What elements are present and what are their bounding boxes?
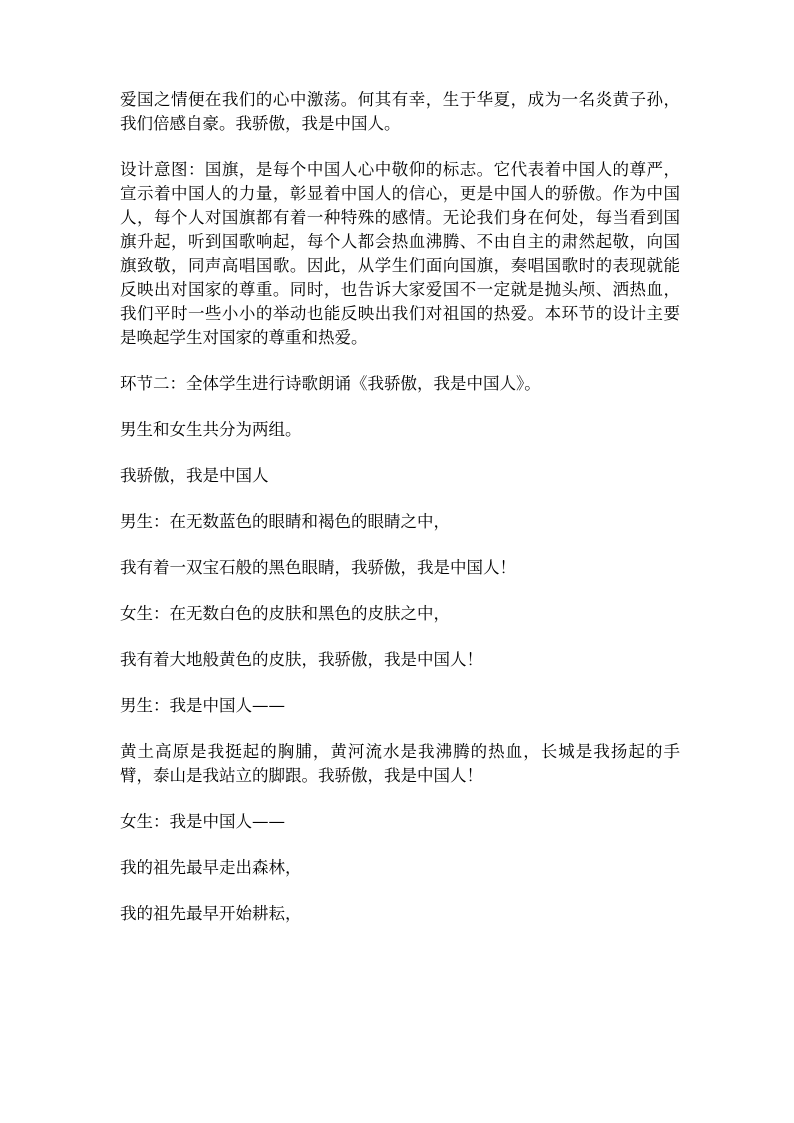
poem-line: 我有着一双宝石般的黑色眼睛，我骄傲，我是中国人！: [120, 558, 516, 577]
poem-title: 我骄傲，我是中国人: [120, 466, 269, 485]
poem-line: 女生：在无数白色的皮肤和黑色的皮肤之中，: [120, 604, 450, 623]
poem-line: 男生：我是中国人——: [120, 696, 285, 715]
paragraph-groups: 男生和女生共分为两组。: [120, 420, 302, 439]
paragraph-section-two: 环节二：全体学生进行诗歌朗诵《我骄傲，我是中国人》。: [120, 374, 541, 393]
document-body: [120, 88, 680, 948]
poem-line: 女生：我是中国人——: [120, 812, 285, 831]
paragraph-intro: 爱国之情便在我们的心中激荡。何其有幸，生于华夏，成为一名炎黄子孙，我们倍感自豪。我骄傲，我是中国人。: [120, 90, 680, 133]
poem-line: 黄土高原是我挺起的胸脯，黄河流水是我沸腾的热血，长城是我扬起的手臂，泰山是我站立的脚跟。我骄傲，我是中国人！: [120, 742, 680, 785]
poem-line: 男生：在无数蓝色的眼睛和褐色的眼睛之中，: [120, 512, 450, 531]
paragraph-design-intent: 设计意图：国旗，是每个中国人心中敬仰的标志。它代表着中国人的尊严，宣示着中国人的力量，彰显着中国人的信心，更是中国人的骄傲。作为中国人，每个人对国旗都有着一种特殊的感情。无论我们身在何处，每当看到国旗升起，听到国歌响起，每个人都会热血沸腾、不由自主的肃然起敬，向国旗致敬，同声高唱国歌。因此，从学生们面向国旗，奏唱国歌时的表现就能反映出对国家的尊重。同时，也告诉大家爱国不一定就是抛头颅、洒热血，我们平时一些小小的举动也能反映出我们对祖国的热爱。本环节的设计主要是唤起学生对国家的尊重和热爱。: [120, 160, 680, 347]
poem-line: 我的祖先最早走出森林，: [120, 858, 302, 877]
poem-line: 我有着大地般黄色的皮肤，我骄傲，我是中国人！: [120, 650, 483, 669]
poem-line: 我的祖先最早开始耕耘，: [120, 904, 302, 923]
